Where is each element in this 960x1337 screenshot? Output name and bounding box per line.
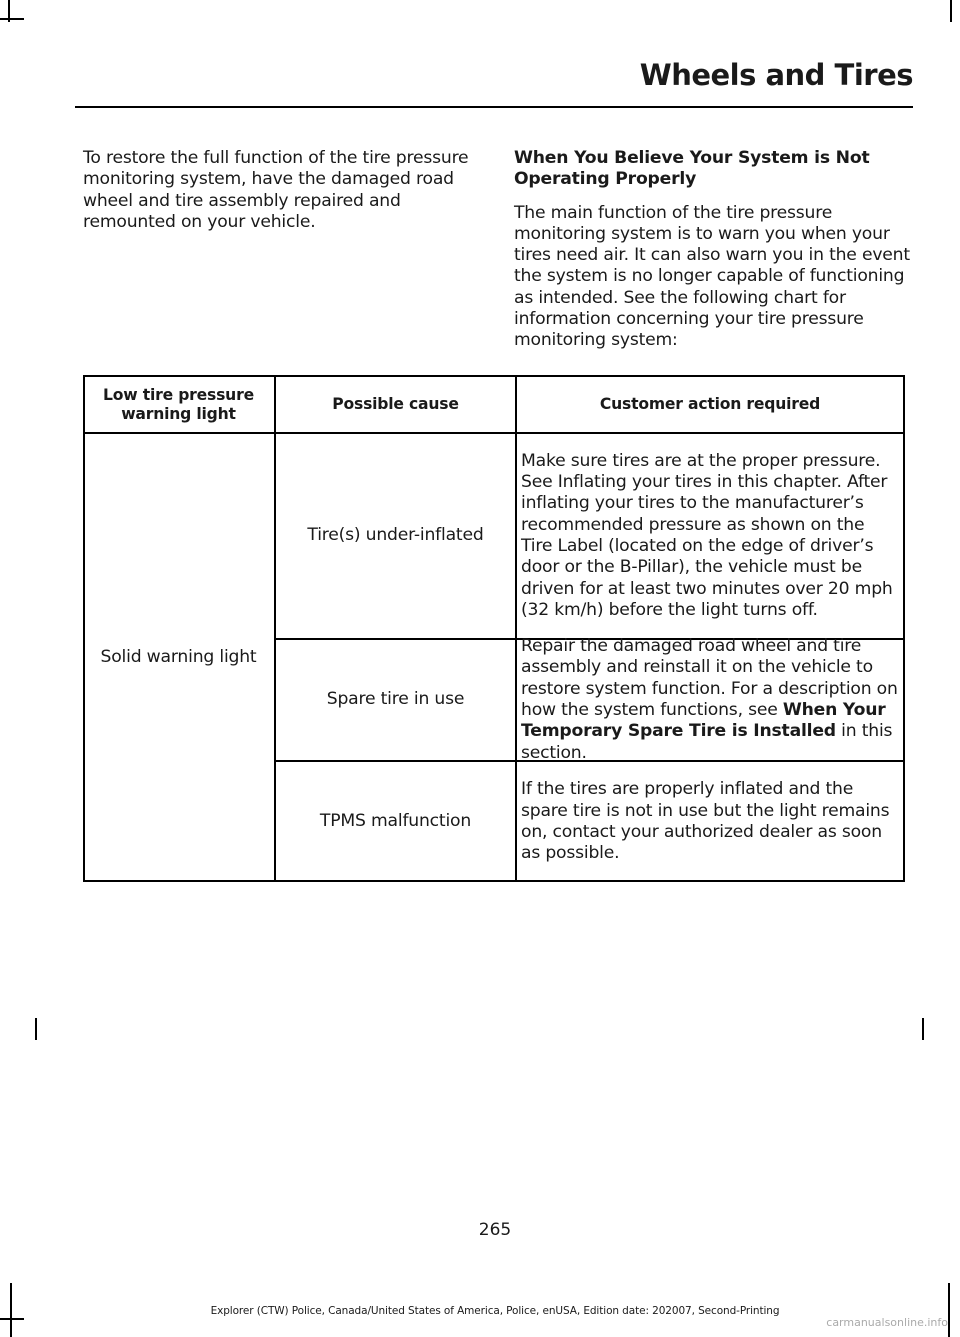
page-number: 265	[478, 1220, 512, 1240]
crop-mark	[0, 1318, 24, 1320]
cause-cell: Spare tire in use	[326, 689, 465, 710]
table-divider	[83, 375, 85, 882]
watermark: carmanualsonline.info	[826, 1316, 948, 1329]
action-text-suffix: in this section.	[521, 721, 893, 763]
left-column	[83, 148, 473, 233]
footer-text: Explorer (CTW) Police, Canada/United States of America, Police, enUSA, Edition date: 202007, Second-Printing	[210, 1305, 780, 1317]
right-column	[514, 148, 912, 352]
cause-cell: Tire(s) under-inflated	[307, 525, 484, 546]
right-paragraph: The main function of the tire pressure monitoring system is to warn you when your tires need air. It can also warn you in the event the system is no longer capable of functioning as intended. See the following chart for information concerning your tire pressure monitoring system:	[514, 202, 910, 351]
warning-light-cell: Solid warning light	[100, 647, 257, 668]
tpms-table	[83, 375, 905, 882]
action-text: If the tires are properly inflated and the spare tire is not in use but the light remains on, contact your authorized dealer as soon as possible.	[521, 779, 890, 864]
header-customer-action: Customer action required	[599, 395, 821, 413]
action-cell	[517, 434, 903, 638]
header-rule	[75, 106, 913, 108]
action-cell	[517, 636, 903, 763]
page-title: Wheels and Tires	[639, 58, 913, 92]
action-text-prefix: Repair the damaged road wheel and tire assembly and reinstall it on the vehicle to restore system function. For a description on how the system functions, see	[521, 636, 898, 720]
section-reference-link: When Your Temporary Spare Tire is Installed	[521, 700, 886, 742]
action-text	[521, 636, 899, 764]
crop-mark	[922, 1018, 924, 1040]
header-warning-light: Low tire pressure warning light	[103, 385, 254, 423]
crop-mark	[950, 0, 952, 22]
action-cell	[517, 762, 903, 882]
left-paragraph: To restore the full function of the tire pressure monitoring system, have the damaged road wheel and tire assembly repaired and remounted on your vehicle.	[83, 148, 469, 232]
crop-mark	[0, 18, 24, 20]
cause-cell: TPMS malfunction	[319, 811, 472, 832]
action-text: Make sure tires are at the proper pressure. See Inflating your tires in this chapter. After inflating your tires to the manufacturer’s recommended pressure as shown on the Tire Label (located on the edge of driver’s door or the B-Pillar), the vehicle must be driven for at least two minutes over 20 mph (32 km/h) before the light turns off.	[521, 450, 893, 620]
section-subheading: When You Believe Your System is Not Operating Properly	[514, 148, 870, 190]
header-possible-cause: Possible cause	[332, 395, 459, 413]
crop-mark	[35, 1018, 37, 1040]
